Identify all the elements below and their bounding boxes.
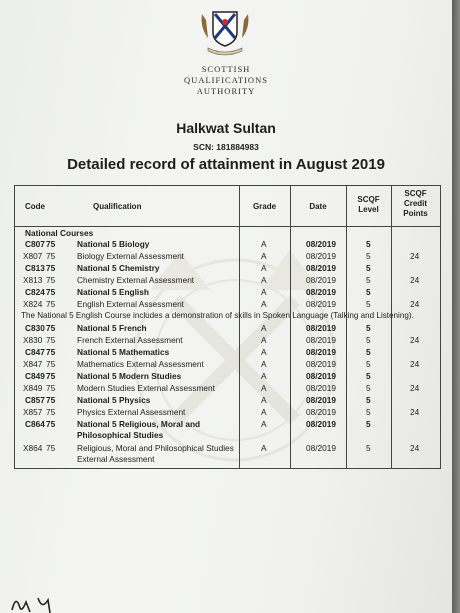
cell-date: 08/2019 [306,335,336,345]
cell-code: X857 [23,407,43,417]
cell-code: X864 [23,443,43,453]
cell-qualification: Chemistry External Assessment [77,275,195,285]
cell-grade: A [261,443,267,453]
cell-grade: A [261,275,267,285]
cell-code: X813 [23,275,43,285]
cell-grade: A [261,263,267,273]
table-row [15,275,440,286]
cell-date: 08/2019 [306,287,336,297]
table-row [15,239,440,250]
english-note: The National 5 English Course includes a demonstration of skills in Spoken Language (Talking and Listening). [21,311,414,320]
cell-date: 08/2019 [306,419,336,429]
signature-icon [8,588,78,613]
table-row [15,383,440,394]
table-row [15,299,440,310]
candidate-scn: SCN: 181884983 [193,142,259,152]
cell-level: 5 [366,251,371,261]
page-edge [452,0,460,613]
cell-date: 08/2019 [306,263,336,273]
table-row [15,347,440,358]
table-row [15,443,440,465]
cell-grade: A [261,383,267,393]
cell-number: 75 [46,359,56,369]
cell-level: 5 [366,395,371,405]
cell-number: 75 [46,275,56,285]
cell-grade: A [261,419,267,429]
cell-qualification-line2: Philosophical Studies [77,430,164,440]
cell-number: 75 [46,323,56,333]
cell-qualification: National 5 Modern Studies [77,371,182,381]
cell-code: C813 [25,263,45,273]
table-row [15,323,440,334]
record-title: Detailed record of attainment in August 2019 [67,156,385,173]
cell-level: 5 [366,359,371,369]
cell-date: 08/2019 [306,347,336,357]
table-row [15,371,440,382]
cell-level: 5 [366,335,371,345]
cell-grade: A [261,407,267,417]
cell-grade: A [261,371,267,381]
cell-code: C849 [25,371,45,381]
cell-qualification: Modern Studies External Assessment [77,383,215,393]
cell-qualification: National 5 French [77,323,147,333]
attainment-table [14,185,441,469]
cell-level: 5 [366,383,371,393]
cell-level: 5 [366,407,371,417]
cell-qualification: Biology External Assessment [77,251,184,261]
cell-points: 24 [410,299,420,309]
cell-qualification-line2: External Assessment [77,454,155,464]
cell-level: 5 [366,287,371,297]
cell-number: 75 [46,335,56,345]
table-row [15,359,440,370]
cell-grade: A [261,323,267,333]
candidate-name: Halkwat Sultan [176,120,276,136]
cell-level: 5 [366,299,371,309]
cell-qualification: National 5 English [77,287,149,297]
cell-number: 75 [46,407,56,417]
cell-grade: A [261,395,267,405]
cell-number: 75 [46,347,56,357]
cell-level: 5 [366,263,371,273]
cell-qualification: National 5 Chemistry [77,263,160,273]
header-scqf-points: SCQF Credit Points [403,189,428,218]
table-row [15,263,440,274]
authority-line-1: SCOTTISH [201,64,251,74]
header-date: Date [309,202,327,211]
cell-date: 08/2019 [306,275,336,285]
cell-points: 24 [410,443,420,453]
cell-grade: A [261,287,267,297]
table-row [15,407,440,418]
cell-grade: A [261,251,267,261]
cell-number: 75 [46,383,56,393]
cell-date: 08/2019 [306,395,336,405]
cell-grade: A [261,335,267,345]
cell-number: 75 [46,263,56,273]
header-scqf-level: SCQF Level [357,195,380,214]
cell-points: 24 [410,407,420,417]
cell-level: 5 [366,347,371,357]
cell-points: 24 [410,383,420,393]
cell-number: 75 [46,239,56,249]
cell-code: X830 [23,335,43,345]
cell-number: 75 [46,251,56,261]
cell-number: 75 [46,287,56,297]
cell-points: 24 [410,251,420,261]
cell-code: X824 [23,299,43,309]
section-heading: National Courses [25,228,94,238]
cell-code: C807 [25,239,45,249]
cell-level: 5 [366,443,371,453]
table-row [15,395,440,406]
cell-date: 08/2019 [306,443,336,453]
cell-grade: A [261,239,267,249]
cell-code: C830 [25,323,45,333]
cell-qualification: National 5 Religious, Moral and [77,419,201,429]
cell-number: 75 [46,419,56,429]
header-qualification: Qualification [93,202,142,211]
cell-number: 75 [46,443,56,453]
cell-date: 08/2019 [306,239,336,249]
cell-grade: A [261,299,267,309]
cell-date: 08/2019 [306,323,336,333]
cell-level: 5 [366,275,371,285]
cell-code: C857 [25,395,45,405]
cell-grade: A [261,347,267,357]
sqa-crest-icon [198,8,252,56]
cell-date: 08/2019 [306,251,336,261]
cell-level: 5 [366,323,371,333]
cell-level: 5 [366,371,371,381]
cell-date: 08/2019 [306,359,336,369]
cell-points: 24 [410,359,420,369]
cell-code: C824 [25,287,45,297]
cell-qualification: Religious, Moral and Philosophical Studies [77,443,234,453]
table-header [15,186,440,227]
cell-qualification: English External Assessment [77,299,184,309]
table-row [15,251,440,262]
cell-points: 24 [410,335,420,345]
authority-line-2: QUALIFICATIONS [184,75,268,85]
cell-qualification: French External Assessment [77,335,183,345]
cell-code: X849 [23,383,43,393]
cell-qualification: Mathematics External Assessment [77,359,204,369]
cell-number: 75 [46,299,56,309]
header-grade: Grade [252,202,277,211]
authority-line-3: AUTHORITY [196,86,256,96]
cell-points: 24 [410,275,420,285]
cell-qualification: National 5 Biology [77,239,150,249]
table-row [15,419,440,441]
cell-code: X847 [23,359,43,369]
cell-date: 08/2019 [306,383,336,393]
cell-number: 75 [46,395,56,405]
table-row [15,287,440,298]
cell-date: 08/2019 [306,407,336,417]
cell-number: 75 [46,371,56,381]
cell-qualification: National 5 Physics [77,395,151,405]
cell-code: X807 [23,251,43,261]
cell-date: 08/2019 [306,371,336,381]
cell-qualification: National 5 Mathematics [77,347,170,357]
header-code: Code [25,202,45,211]
cell-qualification: Physics External Assessment [77,407,186,417]
cell-date: 08/2019 [306,299,336,309]
cell-grade: A [261,359,267,369]
cell-code: C864 [25,419,45,429]
cell-level: 5 [366,419,371,429]
cell-level: 5 [366,239,371,249]
table-row [15,335,440,346]
cell-code: C847 [25,347,45,357]
